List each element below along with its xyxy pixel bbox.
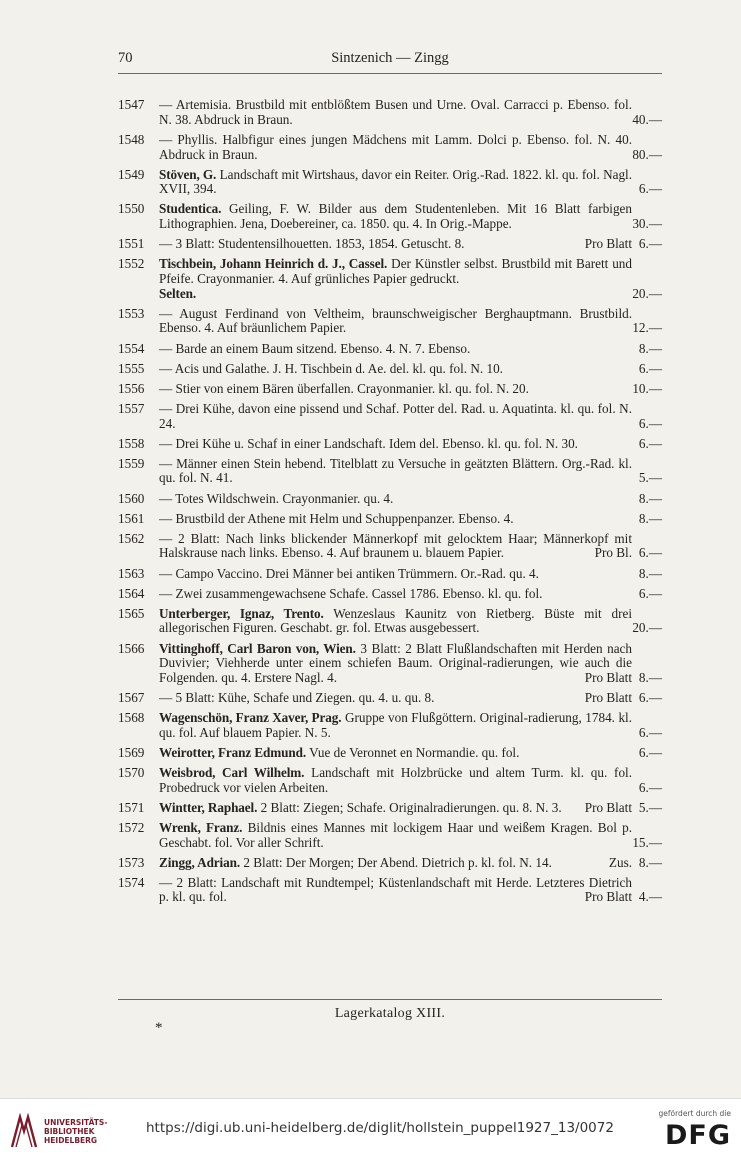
artist-name: Stöven, G. (159, 166, 217, 182)
catalog-entry (118, 567, 662, 582)
entry-price: 20.— (632, 620, 662, 636)
artist-name: Wagenschön, Franz Xaver, Prag. (159, 710, 342, 726)
entry-price: 6.— (638, 690, 662, 706)
entry-number: 1558 (118, 435, 145, 451)
catalog-entry (118, 202, 662, 231)
entry-text: — Zwei zusammengewachsene Schafe. Cassel 1786. Ebenso. kl. qu. fol. (159, 585, 543, 601)
entry-description (159, 202, 632, 231)
entry-description (159, 457, 632, 486)
entry-text: — Stier von einem Bären überfallen. Crayonmanier. kl. qu. fol. N. 20. (159, 380, 529, 396)
catalog-entry (118, 133, 662, 162)
entry-number: 1574 (118, 874, 145, 890)
price-unit: Pro Blatt (584, 799, 632, 815)
catalog-entry (118, 457, 662, 486)
permalink-url[interactable]: https://digi.ub.uni-heidelberg.de/diglit/hollstein_puppel1927_13/0072 (146, 1120, 614, 1136)
entry-number: 1569 (118, 744, 145, 760)
entry-number: 1557 (118, 400, 145, 416)
artist-name: Weisbrod, Carl Wilhelm. (159, 765, 305, 780)
entry-price: 6.— (638, 181, 662, 197)
price-unit: Pro Bl. (594, 545, 632, 561)
catalog-entry (118, 98, 662, 127)
entry-text: — 2 Blatt: Landschaft mit Rundtempel; Küstenlandschaft mit Herde. Letzteres Dietrich p. kl. qu. fol. (159, 874, 632, 905)
catalog-entry (118, 691, 662, 706)
entry-number: 1568 (118, 710, 145, 726)
artist-name: Weirotter, Franz Edmund. (159, 744, 307, 760)
entry-text: — Acis und Galathe. J. H. Tischbein d. Ae. del. kl. qu. fol. N. 10. (159, 360, 503, 376)
entry-text: Landschaft mit Wirtshaus, davor ein Reiter. Orig.-Rad. 1822. kl. qu. fol. Nagl. XVII, 394. (159, 166, 633, 197)
entry-number: 1567 (118, 690, 145, 706)
entry-number: 1570 (118, 765, 145, 780)
price-unit: Pro Blatt (584, 690, 632, 706)
entry-text: — Phyllis. Halbfigur eines jungen Mädchens mit Lamm. Dolci p. Ebenso. fol. N. 40. Abdruck in Braun. (159, 131, 632, 162)
entry-price: 80.— (632, 146, 662, 162)
entry-price: 10.— (632, 380, 662, 396)
footer-rule (118, 999, 662, 1000)
entry-price: 8.— (638, 565, 662, 581)
entry-description (159, 342, 632, 357)
entry-price: 8.— (638, 340, 662, 356)
entry-number: 1554 (118, 340, 145, 356)
running-header (118, 50, 662, 70)
entry-price: 20.— (632, 285, 662, 301)
catalog-entry (118, 402, 662, 431)
entry-text: — Artemisia. Brustbild mit entblößtem Busen und Urne. Oval. Carracci p. Ebenso. fol. N. 38. Abdruck in Braun. (159, 97, 632, 127)
entry-description (159, 307, 632, 336)
artist-name: Wrenk, Franz. (159, 819, 243, 835)
entry-text: 3 Blatt: 2 Blatt Flußlandschaften mit Herden nach Duvivier; Viehherde unter einem schiefen Baum. Original-radierungen, wie auch die Folgenden. qu. 4. Erstere Nagl. 4. (159, 640, 632, 685)
entry-description (159, 362, 632, 377)
entry-number: 1551 (118, 236, 145, 252)
entry-text: — 3 Blatt: Studentensilhouetten. 1853, 1854. Getuscht. 8. (159, 236, 465, 252)
catalog-entry (118, 711, 662, 740)
entry-description (159, 711, 632, 740)
entry-price: 6.— (638, 744, 662, 760)
catalog-mark: Lagerkatalog XIII. (334, 1006, 446, 1021)
catalog-entry (118, 607, 662, 636)
entry-number: 1548 (118, 131, 145, 147)
entry-price: 6.— (638, 360, 662, 376)
artist-name: Studentica. (159, 201, 222, 217)
entry-text: Bildnis eines Mannes mit lockigem Haar und weißem Kragen. Bol p. Geschabt. fol. Vor aller Schrift. (159, 819, 633, 850)
entry-description (159, 382, 632, 397)
catalog-entry (118, 257, 662, 301)
entry-number: 1555 (118, 360, 145, 376)
entry-description (159, 587, 632, 602)
funder-credit (659, 1109, 732, 1151)
entry-price: 6.— (638, 724, 662, 740)
catalog-entry (118, 512, 662, 527)
entry-price: 40.— (632, 111, 662, 127)
entry-text: — Campo Vaccino. Drei Männer bei antiken Trümmern. Or.-Rad. qu. 4. (159, 565, 539, 581)
price-unit: Pro Blatt (584, 889, 632, 905)
entry-description (159, 856, 632, 871)
entry-text: Geiling, F. W. Bilder aus dem Studentenleben. Mit 16 Blatt farbigen Lithographien. Jena, Doebereiner, ca. 1850. qu. 4. In Orig.-Mappe. (159, 201, 632, 232)
entry-text: — Drei Kühe, davon eine pissend und Schaf. Potter del. Rad. u. Aquatinta. kl. qu. fol. N. 24. (159, 400, 632, 431)
page-number: 70 (118, 50, 133, 66)
entry-price: 6.— (638, 545, 662, 561)
entry-number: 1564 (118, 585, 145, 601)
entry-number: 1563 (118, 565, 145, 581)
entry-description (159, 512, 632, 527)
artist-name: Unterberger, Ignaz, Trento. (159, 605, 324, 621)
entry-text: Vue de Veronnet en Normandie. qu. fol. (306, 744, 520, 760)
entry-price: 8.— (638, 854, 662, 870)
entry-number: 1560 (118, 490, 145, 506)
entry-price: 6.— (638, 236, 662, 252)
catalog-entry (118, 746, 662, 761)
catalog-entry (118, 382, 662, 397)
entry-price: 4.— (638, 889, 662, 905)
signature-star: * (155, 1020, 163, 1036)
catalog-entry (118, 307, 662, 336)
funding-text: gefördert durch die (658, 1109, 731, 1118)
price-unit: Zus. (608, 854, 632, 870)
entry-text: Landschaft mit Holzbrücke und altem Turm. kl. qu. fol. Probedruck vor vielen Arbeiten. (159, 765, 632, 795)
entry-description (159, 642, 632, 686)
library-name-line: HEIDELBERG (44, 1136, 98, 1145)
entry-price: 15.— (632, 834, 662, 850)
catalog-entry (118, 642, 662, 686)
catalog-entry (118, 342, 662, 357)
entry-text: — 5 Blatt: Kühe, Schafe und Ziegen. qu. 4. u. qu. 8. (159, 690, 435, 706)
entry-description (159, 257, 632, 301)
entry-price: 6.— (638, 585, 662, 601)
entry-text: — Totes Wildschwein. Crayonmanier. qu. 4. (159, 490, 394, 506)
entry-description (159, 237, 632, 252)
entry-number: 1559 (118, 455, 145, 471)
library-name-line: UNIVERSITÄTS- (44, 1118, 108, 1127)
catalog-entry (118, 437, 662, 452)
catalog-entry (118, 876, 662, 905)
entry-text: — 2 Blatt: Nach links blickender Männerkopf mit gelocktem Haar; Männerkopf mit Halskrause nach links. Ebenso. 4. Auf braunem u. blauem Papier. (159, 530, 632, 561)
entry-price: 6.— (638, 779, 662, 795)
entry-description (159, 98, 632, 127)
entry-text: 2 Blatt: Ziegen; Schafe. Originalradierungen. qu. 8. N. 3. (257, 799, 562, 815)
entry-description (159, 801, 632, 816)
entry-number: 1562 (118, 530, 145, 546)
entry-description (159, 766, 632, 795)
entry-description (159, 168, 632, 197)
viewer-bottom-bar (0, 1098, 741, 1162)
entry-price: 5.— (638, 799, 662, 815)
artist-name: Wintter, Raphael. (159, 799, 258, 815)
catalog-entry (118, 856, 662, 871)
entry-text: Wenzeslaus Kaunitz von Rietberg. Büste mit drei allegorischen Figuren. Geschabt. gr. fol. Etwas ausgebessert. (159, 605, 632, 636)
entry-description (159, 607, 632, 636)
catalog-entry (118, 766, 662, 795)
entry-description (159, 691, 632, 706)
entry-text: — Männer einen Stein hebend. Titelblatt zu Versuche in geätzten Blättern. Org.-Rad. kl. qu. fol. N. 41. (159, 455, 632, 486)
entry-price: 30.— (632, 216, 662, 232)
heidelberg-library-logo-icon[interactable] (10, 1113, 38, 1149)
artist-name: Tischbein, Johann Heinrich d. J., Cassel. (159, 256, 388, 272)
entry-price: 8.— (638, 490, 662, 506)
entry-number: 1573 (118, 854, 145, 870)
entry-description (159, 746, 632, 761)
library-name (44, 1118, 107, 1145)
entry-text: 2 Blatt: Der Morgen; Der Abend. Dietrich p. kl. fol. N. 14. (240, 854, 552, 870)
entry-remark: Selten. (159, 285, 197, 301)
entry-number: 1552 (118, 256, 145, 272)
library-name-line: BIBLIOTHEK (44, 1127, 95, 1136)
entry-description (159, 133, 632, 162)
entry-text: — Brustbild der Athene mit Helm und Schuppenpanzer. Ebenso. 4. (159, 510, 514, 526)
entry-number: 1571 (118, 799, 145, 815)
entry-description (159, 437, 632, 452)
catalog-entry (118, 821, 662, 850)
entry-number: 1547 (118, 97, 145, 112)
entry-number: 1572 (118, 819, 145, 835)
entry-number: 1566 (118, 640, 145, 656)
artist-name: Vittinghoff, Carl Baron von, Wien. (159, 640, 356, 656)
header-rule (118, 73, 662, 74)
entry-price: 6.— (638, 415, 662, 431)
catalog-entry (118, 168, 662, 197)
entry-price: 12.— (632, 320, 662, 336)
entry-number: 1553 (118, 305, 145, 321)
entry-description (159, 402, 632, 431)
entry-number: 1565 (118, 605, 145, 621)
catalog-entries (118, 98, 662, 911)
entry-description (159, 532, 632, 561)
running-title: Sintzenich — Zingg (331, 50, 449, 66)
catalog-entry (118, 532, 662, 561)
entry-price: 8.— (638, 669, 662, 685)
entry-text: — Drei Kühe u. Schaf in einer Landschaft. Idem del. Ebenso. kl. qu. fol. N. 30. (159, 435, 578, 451)
entry-number: 1561 (118, 510, 145, 526)
artist-name: Zingg, Adrian. (159, 854, 241, 870)
entry-description (159, 821, 632, 850)
entry-price: 6.— (638, 435, 662, 451)
dfg-logo[interactable]: DFG (664, 1120, 731, 1151)
entry-text: Gruppe von Flußgöttern. Original-radierung, 1784. kl. qu. fol. Auf blauem Papier. N. 5. (159, 710, 633, 740)
entry-text: Der Künstler selbst. Brustbild mit Barett und Pfeife. Crayonmanier. 4. Auf grünliches Papier gedruckt. (159, 256, 632, 286)
catalog-entry (118, 801, 662, 816)
catalog-entry (118, 587, 662, 602)
entry-description (159, 567, 632, 582)
catalog-entry (118, 362, 662, 377)
entry-number: 1549 (118, 166, 145, 182)
catalog-entry (118, 492, 662, 507)
entry-price: 5.— (638, 470, 662, 486)
price-unit: Pro Blatt (584, 236, 632, 252)
entry-description (159, 876, 632, 905)
entry-description (159, 492, 632, 507)
entry-text: — August Ferdinand von Veltheim, braunschweigischer Berghauptmann. Brustbild. Ebenso. 4. Auf bräunlichem Papier. (159, 305, 632, 336)
entry-text: — Barde an einem Baum sitzend. Ebenso. 4. N. 7. Ebenso. (159, 340, 471, 356)
entry-number: 1550 (118, 201, 145, 217)
catalog-entry (118, 237, 662, 252)
price-unit: Pro Blatt (584, 669, 632, 685)
entry-price: 8.— (638, 510, 662, 526)
entry-number: 1556 (118, 380, 145, 396)
